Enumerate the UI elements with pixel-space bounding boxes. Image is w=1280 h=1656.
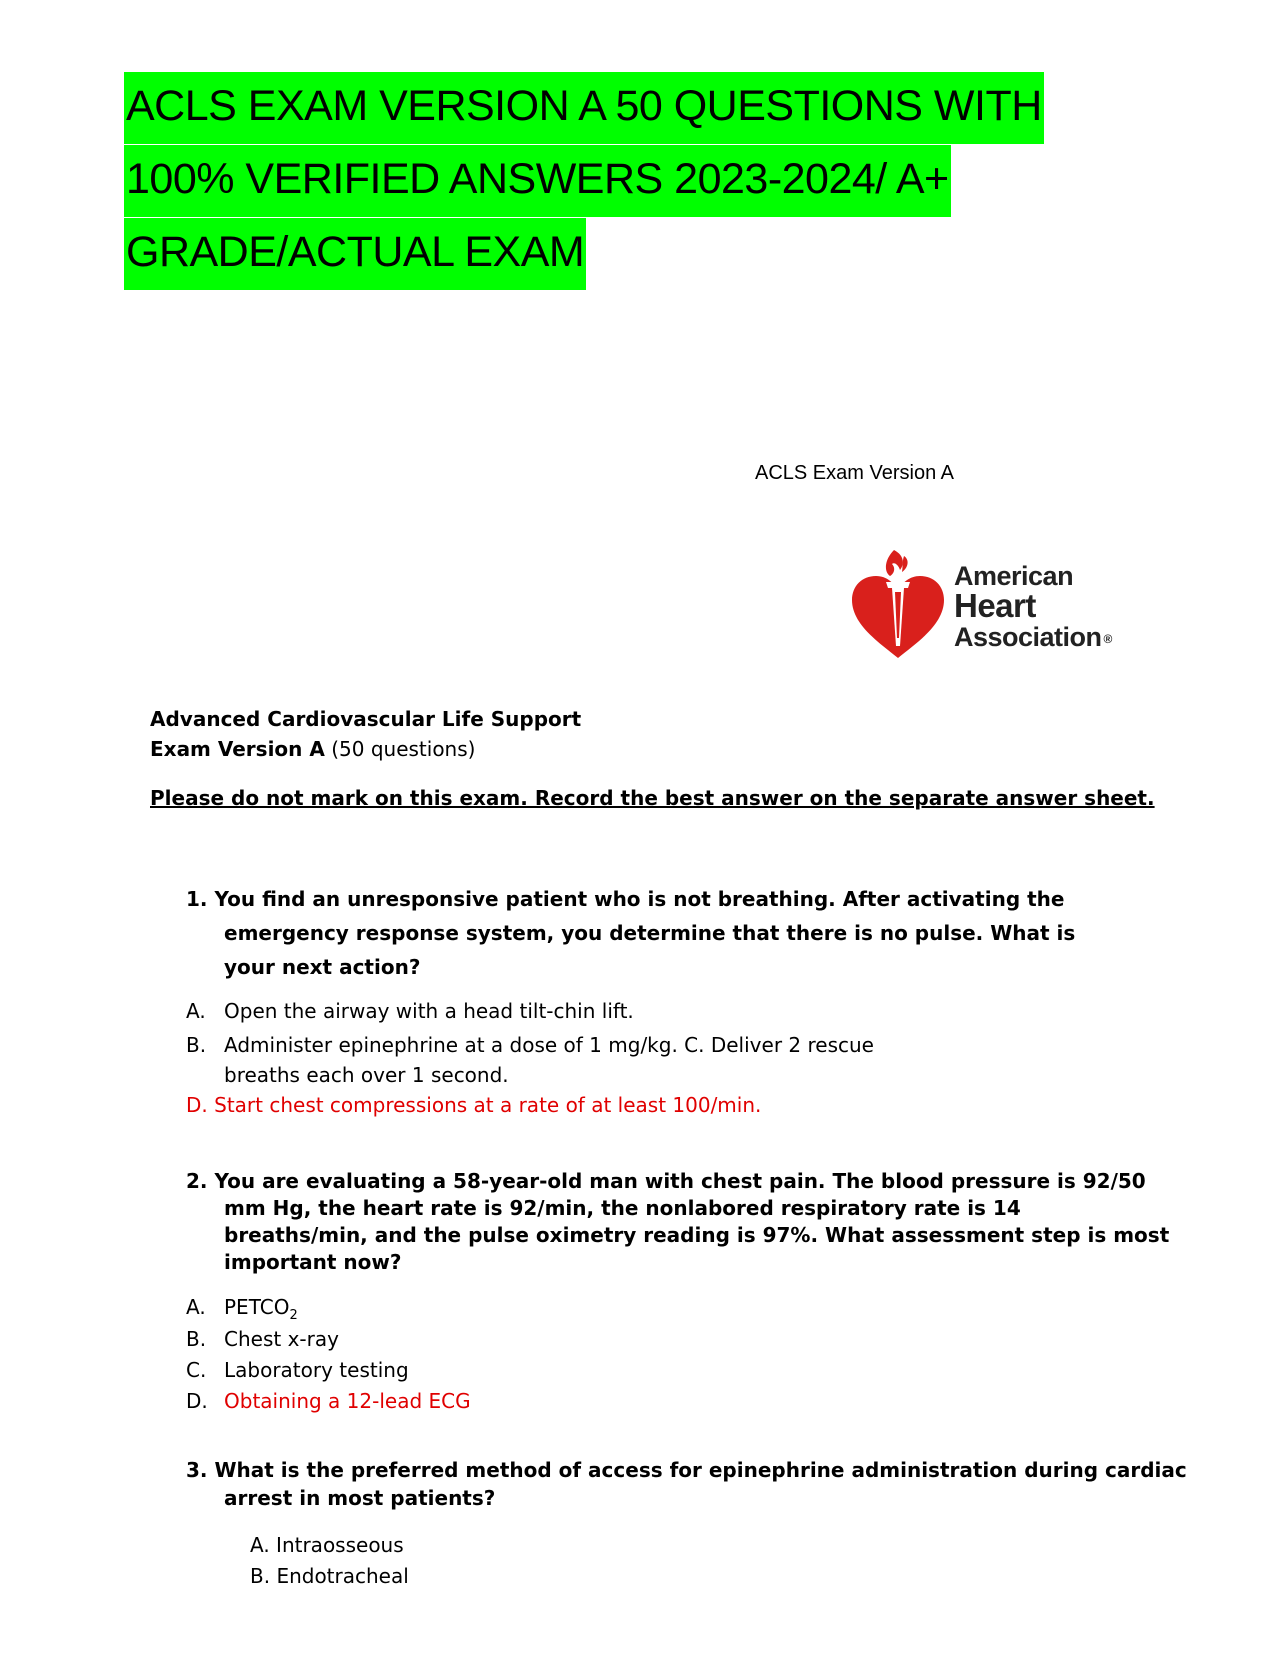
exam-version	[150, 734, 581, 764]
exam-instruction: Please do not mark on this exam. Record the best answer on the separate answer sheet.	[150, 786, 1155, 810]
question-3	[186, 1456, 1187, 1512]
question-2-option-c: C. Laboratory testing	[186, 1358, 409, 1382]
question-1-option-d-answer: D. Start chest compressions at a rate of at least 100/min.	[186, 1093, 762, 1117]
logo-line-american: American	[954, 561, 1074, 591]
question-1-line-2: emergency response system, you determine that there is no pulse. What is	[224, 921, 1076, 945]
logo-association-text: Association	[954, 622, 1102, 652]
question-2-line-3: breaths/min, and the pulse oximetry reading is 97%. What assessment step is most	[224, 1223, 1170, 1247]
exam-header	[150, 704, 581, 764]
question-2-line-2: mm Hg, the heart rate is 92/min, the nonlabored respiratory rate is 14	[224, 1196, 1021, 1220]
question-3-line-1: 3. What is the preferred method of access for epinephrine administration during cardiac	[186, 1458, 1187, 1482]
question-2-option-a: A. $PETCO_2$	[186, 1295, 298, 1323]
question-1-option-b-continued: breaths each over 1 second.	[224, 1063, 509, 1087]
title-line-1: ACLS EXAM VERSION A 50 QUESTIONS WITH	[124, 72, 1044, 144]
question-1-option-a: A. Open the airway with a head tilt-chin lift.	[186, 999, 634, 1023]
question-1-line-1: 1. You find an unresponsive patient who is not breathing. After activating the	[186, 887, 1065, 911]
exam-version-bold: Exam Version A	[150, 737, 325, 761]
question-1-line-3: your next action?	[224, 955, 421, 979]
question-2-line-1: 2. You are evaluating a 58-year-old man with chest pain. The blood pressure is 92/50	[186, 1169, 1146, 1193]
logo-line-heart: Heart	[954, 587, 1036, 624]
question-2-option-d-answer: D. Obtaining a 12-lead ECG	[186, 1389, 471, 1413]
question-1	[186, 882, 1075, 984]
exam-version-count: (50 questions)	[324, 737, 476, 761]
aha-logo	[848, 546, 1138, 666]
question-2-line-4: important now?	[224, 1250, 402, 1274]
title-line-2: 100% VERIFIED ANSWERS 2023-2024/ A+	[124, 145, 951, 217]
version-label: ACLS Exam Version A	[755, 462, 954, 484]
registered-mark: ®	[1103, 631, 1112, 646]
question-3-line-2: arrest in most patients?	[224, 1486, 496, 1510]
question-3-option-b: B. Endotracheal	[250, 1564, 409, 1588]
title-line-3: GRADE/ACTUAL EXAM	[124, 218, 586, 290]
logo-text	[954, 562, 1112, 654]
question-2	[186, 1168, 1169, 1276]
document-title	[124, 72, 1054, 291]
question-1-option-b: B. Administer epinephrine at a dose of 1 mg/kg. C. Deliver 2 rescue	[186, 1033, 874, 1057]
question-2-option-b: B. Chest x-ray	[186, 1327, 339, 1351]
logo-line-association	[954, 622, 1112, 654]
heart-torch-icon	[848, 546, 948, 664]
course-name: Advanced Cardiovascular Life Support	[150, 707, 582, 731]
question-3-option-a: A. Intraosseous	[250, 1533, 404, 1557]
